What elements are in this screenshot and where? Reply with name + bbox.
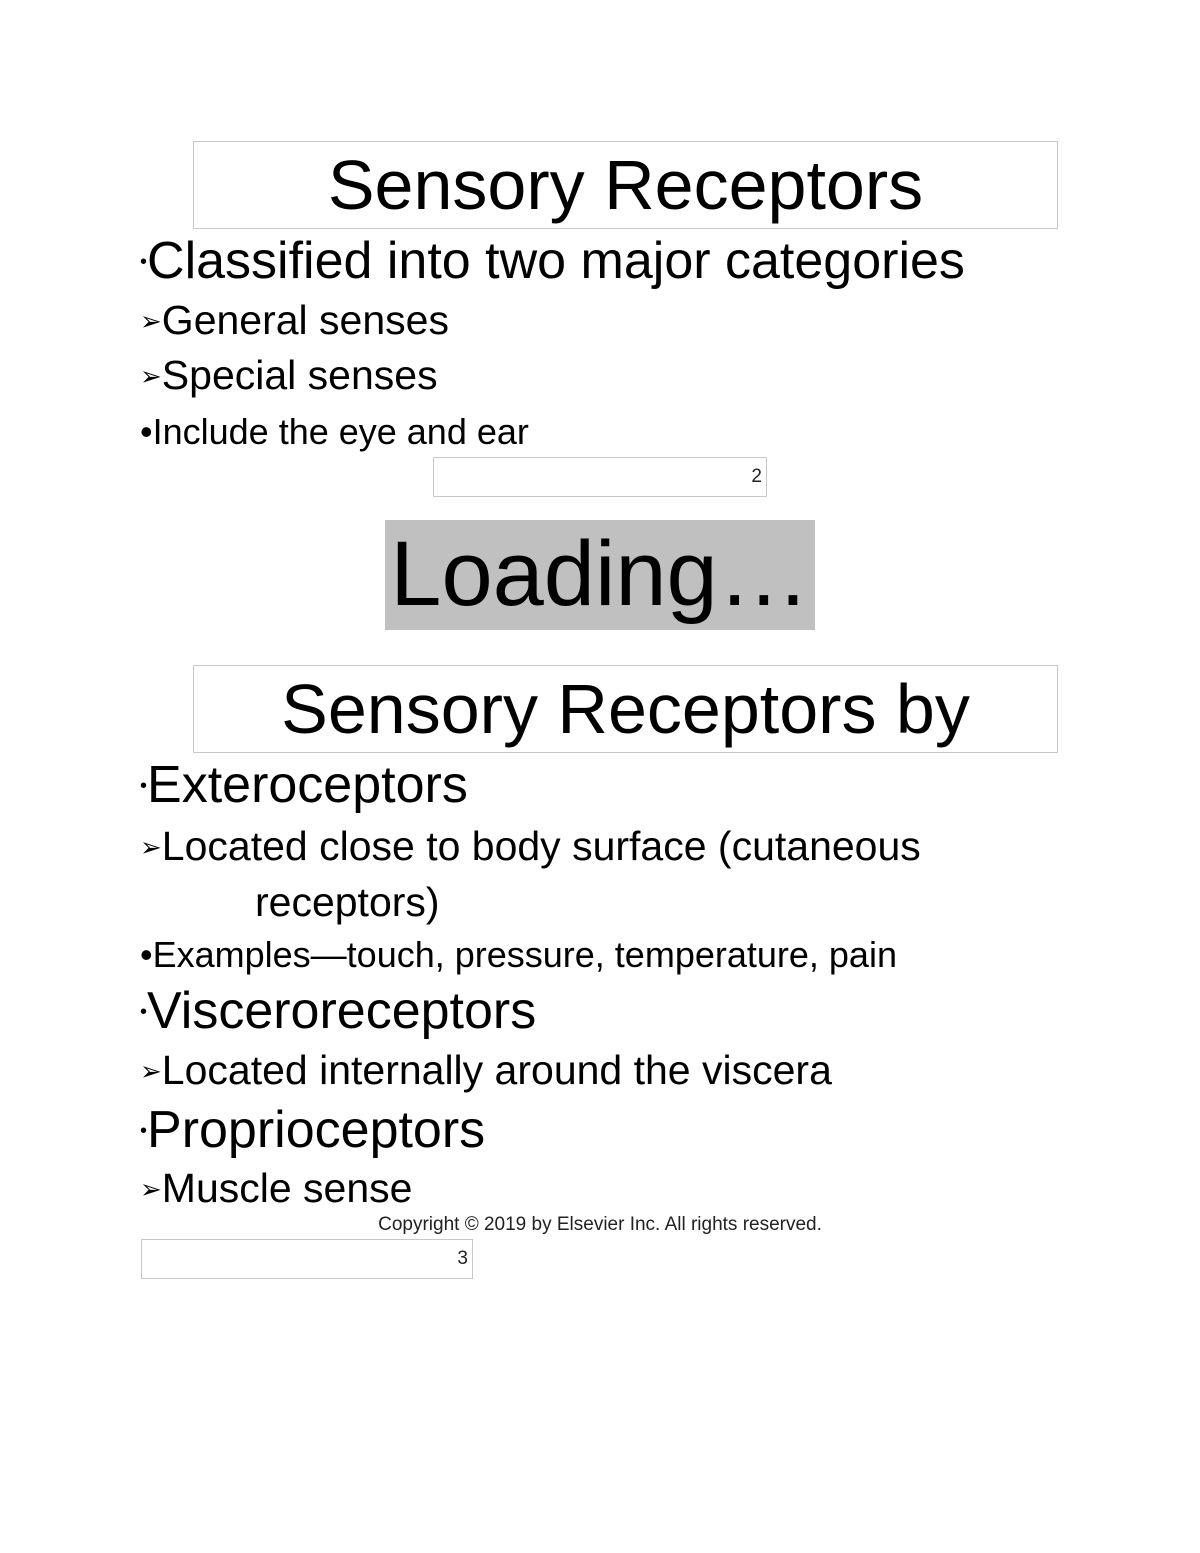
slide1-item-4: •Include the eye and ear bbox=[140, 411, 529, 452]
slide2-title: Sensory Receptors by bbox=[281, 670, 970, 748]
bullet-dot-icon: • bbox=[140, 1120, 148, 1142]
bullet-dot-icon: • bbox=[140, 251, 148, 273]
slide1-title: Sensory Receptors bbox=[327, 146, 924, 224]
bullet-dot-icon: • bbox=[140, 775, 148, 797]
slide2-page-number: 3 bbox=[141, 1239, 473, 1279]
slide2-item-8: ➢Muscle sense bbox=[140, 1165, 413, 1211]
slide1-item-3: ➢Special senses bbox=[140, 352, 438, 398]
loading-placeholder: Loading… bbox=[385, 520, 815, 630]
slide2-item-3: receptors) bbox=[255, 879, 440, 925]
bullet-dot-icon: • bbox=[140, 1001, 148, 1023]
bullet-dot-icon: • bbox=[140, 411, 153, 452]
slide2-title-box bbox=[193, 665, 1058, 753]
copyright-notice: Copyright © 2019 by Elsevier Inc. All rights reserved. bbox=[378, 1214, 822, 1235]
slide1-page-number: 2 bbox=[433, 457, 767, 497]
arrow-bullet-icon: ➢ bbox=[140, 307, 162, 337]
arrow-bullet-icon: ➢ bbox=[140, 833, 162, 863]
slide1-item-1: •Classified into two major categories bbox=[140, 232, 965, 290]
slide2-item-5: •Visceroreceptors bbox=[140, 982, 537, 1040]
slide1-title-box bbox=[193, 141, 1058, 229]
slide2-item-7: •Proprioceptors bbox=[140, 1101, 486, 1159]
slide2-item-1: •Exteroceptors bbox=[140, 756, 468, 814]
slide2-item-6: ➢Located internally around the viscera bbox=[140, 1047, 832, 1093]
slide2-item-4: •Examples—touch, pressure, temperature, pain bbox=[140, 934, 897, 975]
slide1-item-2: ➢General senses bbox=[140, 297, 449, 343]
slide2-item-2: ➢Located close to body surface (cutaneous bbox=[140, 823, 921, 869]
arrow-bullet-icon: ➢ bbox=[140, 1175, 162, 1205]
arrow-bullet-icon: ➢ bbox=[140, 1057, 162, 1087]
bullet-dot-icon: • bbox=[140, 934, 153, 975]
arrow-bullet-icon: ➢ bbox=[140, 362, 162, 392]
